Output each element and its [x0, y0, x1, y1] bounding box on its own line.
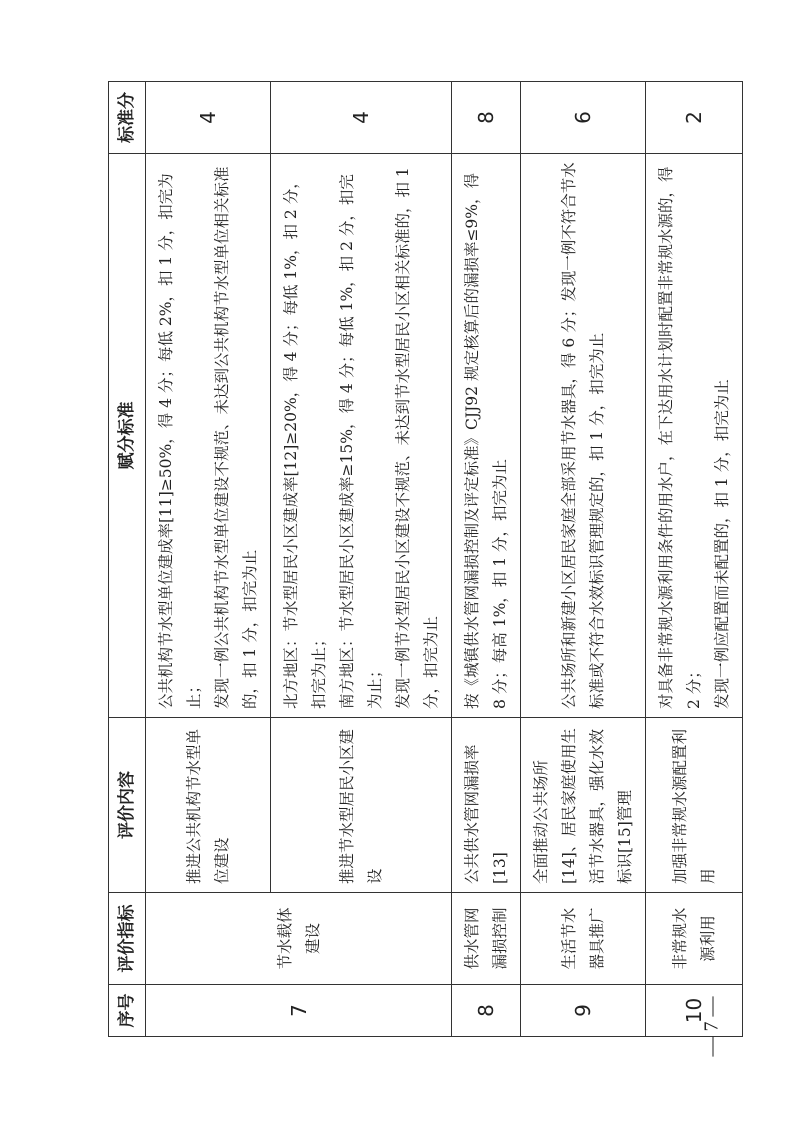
criteria-line: 发现一例应配置而未配置的，扣 1 分，扣完为止 [713, 379, 731, 709]
row-seq: 8 [452, 985, 521, 1037]
row-seq: 7 [146, 985, 452, 1037]
row-seq: 9 [521, 985, 646, 1037]
table-row [521, 82, 646, 1037]
row-criteria [452, 154, 521, 718]
row-criteria [521, 154, 646, 718]
rotated-table-page [108, 82, 731, 1037]
row-content: 推进节水型居民小区建设 [271, 718, 452, 893]
row-seq: 10 [646, 985, 743, 1037]
row-score: 8 [452, 82, 521, 154]
row-indicator: 生活节水器具推广 [521, 893, 646, 985]
criteria-line: 北方地区：节水型居民小区建成率[12]≥20%，得 4 分；每低 1%，扣 2 分，扣完为止； [282, 173, 328, 709]
table-header-row [109, 82, 146, 1037]
row-indicator: 供水管网漏损控制 [452, 893, 521, 985]
row-content: 公共供水管网漏损率[13] [452, 718, 521, 893]
criteria-line: 对具备非常规水源利用条件的用水户，在下达用水计划时配置非常规水源的，得 2 分； [657, 166, 703, 709]
table-row [452, 82, 521, 1037]
row-criteria [646, 154, 743, 718]
row-content: 全面推动公共场所[14]、居民家庭使用生活节水器具，强化水效标识[15]管理 [521, 718, 646, 893]
row-criteria [271, 154, 452, 718]
row-content: 加强非常规水源配置利用 [646, 718, 743, 893]
row-content: 推进公共机构节水型单位建设 [146, 718, 271, 893]
criteria-line: 南方地区：节水型居民小区建成率≥15%，得 4 分；每低 1%，扣 2 分，扣完为止； [338, 174, 384, 709]
criteria-line: 发现一例节水型居民小区建设不规范、未达到节水型居民小区相关标准的，扣 1 分，扣完为止 [394, 167, 440, 709]
header-indicator: 评价指标 [109, 893, 146, 985]
row-criteria [146, 154, 271, 718]
evaluation-table [108, 81, 743, 1037]
header-content: 评价内容 [109, 718, 146, 893]
row-score: 4 [146, 82, 271, 154]
criteria-line: 公共机构节水型单位建成率[11]≥50%，得 4 分；每低 2%，扣 1 分，扣完为止； [157, 173, 203, 709]
criteria-line: 公共场所和新建小区居民家庭全部采用节水器具，得 6 分；发现一例不符合节水标准或不符合水效标识管理规定的，扣 1 分，扣完为止 [560, 162, 606, 709]
row-indicator: 非常规水源利用 [646, 893, 743, 985]
table-row [146, 82, 271, 1037]
row-score: 4 [271, 82, 452, 154]
page-number: — 7 — [700, 996, 723, 1057]
row-score: 2 [646, 82, 743, 154]
header-seq: 序号 [109, 985, 146, 1037]
header-criteria: 赋分标准 [109, 154, 146, 718]
header-score: 标准分 [109, 82, 146, 154]
row-score: 6 [521, 82, 646, 154]
criteria-line: 发现一例公共机构节水型单位建设不规范、未达到公共机构节水型单位相关标准的，扣 1 分，扣完为止 [213, 166, 259, 709]
criteria-line: 按《城镇供水管网漏损控制及评定标准》CJJ92 规定核算后的漏损率≤9%，得 8 分；每高 1%，扣 1 分，扣完为止 [463, 172, 509, 709]
table-row [646, 82, 743, 1037]
row-indicator: 节水载体建设 [146, 893, 452, 985]
